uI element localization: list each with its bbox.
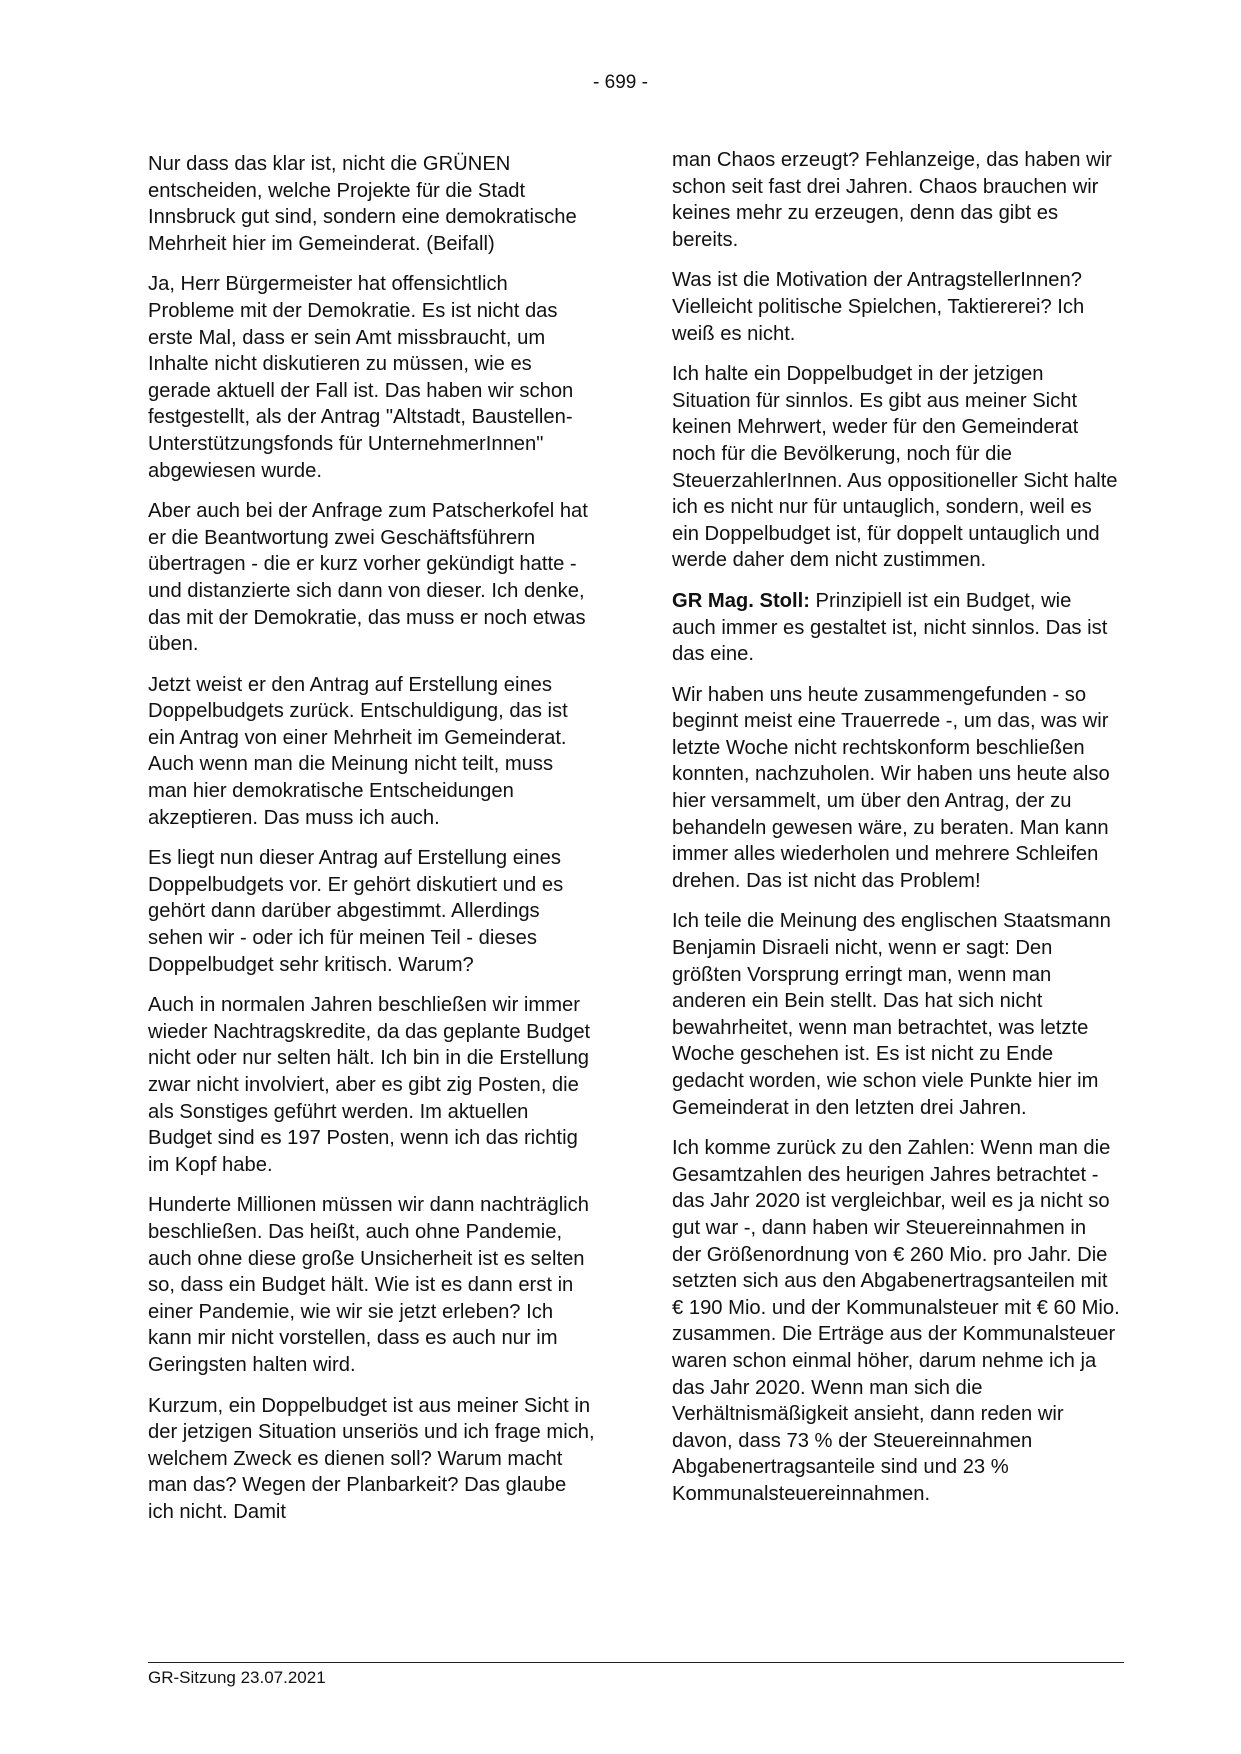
paragraph: Ich halte ein Doppelbudget in der jetzigen Situation für sinnlos. Es gibt aus meiner Sicht keinen Mehrwert, weder für den Gemeinderat noch für die Bevölkerung, noch für die SteuerzahlerInnen. Aus oppositioneller Sicht halte ich es nicht nur für untauglich, sondern, weil es ein Doppelbudget ist, für doppelt untauglich und werde daher dem nicht zustimmen. xyxy=(672,363,1118,572)
left-column xyxy=(148,151,596,1540)
paragraph: man Chaos erzeugt? Fehlanzeige, das haben wir schon seit fast drei Jahren. Chaos brauchen wir keines mehr zu erzeugen, denn das gibt es bereits. xyxy=(672,149,1112,251)
paragraph: Was ist die Motivation der AntragstellerInnen? Vielleicht politische Spielchen, Taktiererei? Ich weiß es nicht. xyxy=(672,269,1085,345)
paragraph: Hunderte Millionen müssen wir dann nachträglich beschließen. Das heißt, auch ohne Pandemie, auch ohne diese große Unsicherheit ist es selten so, dass ein Budget hält. Wie ist es dann erst in einer Pandemie, wie wir sie jetzt erleben? Ich kann mir nicht vorstellen, dass es auch nur im Geringsten halten wird. xyxy=(148,1194,589,1376)
paragraph: Jetzt weist er den Antrag auf Erstellung eines Doppelbudgets zurück. Entschuldigung, das ist ein Antrag von einer Mehrheit im Gemeinderat. Auch wenn man die Meinung nicht teilt, muss man hier demokratische Entscheidungen akzeptieren. Das muss ich auch. xyxy=(148,673,568,829)
paragraph: Auch in normalen Jahren beschließen wir immer wieder Nachtragskredite, da das geplante Budget nicht oder nur selten hält. Ich bin in die Erstellung zwar nicht involviert, aber es gibt zig Posten, die als Sonstiges geführt werden. Im aktuellen Budget sind es 197 Posten, wenn ich das richtig im Kopf habe. xyxy=(148,994,591,1176)
paragraph: Ja, Herr Bürgermeister hat offensichtlich Probleme mit der Demokratie. Es ist nicht das erste Mal, dass er sein Amt missbraucht, um Inhalte nicht diskutieren zu müssen, wie es gerade aktuell der Fall ist. Das haben wir schon festgestellt, als der Antrag "Altstadt, Baustellen-Unterstützungsfonds für UnternehmerInnen" abgewiesen wurde. xyxy=(148,273,574,482)
footer-session-date: GR-Sitzung 23.07.2021 xyxy=(148,1668,326,1687)
paragraph: Es liegt nun dieser Antrag auf Erstellung eines Doppelbudgets vor. Er gehört diskutiert und es gehört dann darüber abgestimmt. Allerdings sehen wir - oder ich für meinen Teil - dieses Doppelbudget sehr kritisch. Warum? xyxy=(148,847,564,976)
paragraph: Wir haben uns heute zusammengefunden - so beginnt meist eine Trauerrede -, um das, was wir letzte Woche nicht rechtskonform beschließen konnten, nachzuholen. Wir haben uns heute also hier versammelt, um über den Antrag, der zu behandeln gewesen wäre, zu beraten. Man kann immer alles wiederholen und mehrere Schleifen drehen. Das ist nicht das Problem! xyxy=(672,683,1110,892)
paragraph: Nur dass das klar ist, nicht die GRÜNEN entscheiden, welche Projekte für die Stadt Innsbruck gut sind, sondern eine demokratische Mehrheit hier im Gemeinderat. (Beifall) xyxy=(148,153,577,255)
footer-divider xyxy=(148,1662,1124,1663)
paragraph: Aber auch bei der Anfrage zum Patscherkofel hat er die Beantwortung zwei Geschäftsführern übertragen - die er kurz vorher gekündigt hatte - und distanzierte sich dann von dieser. Ich denke, das mit der Demokratie, das muss er noch etwas üben. xyxy=(148,500,588,656)
paragraph: Ich teile die Meinung des englischen Staatsmann Benjamin Disraeli nicht, wenn er sagt: Den größten Vorsprung erringt man, wenn man anderen ein Bein stellt. Das hat sich nicht bewahrheitet, wenn man betrachtet, was letzte Woche geschehen ist. Es ist nicht zu Ende gedacht worden, wie schon viele Punkte hier im Gemeinderat in den letzten drei Jahren. xyxy=(672,910,1111,1119)
speaker-text: Prinzipiell ist ein Budget, wie auch immer es gestaltet ist, nicht sinnlos. Das ist das eine. xyxy=(672,589,1108,666)
paragraph: Ich komme zurück zu den Zahlen: Wenn man die Gesamtzahlen des heurigen Jahres betrachtet - das Jahr 2020 ist vergleichbar, weil es ja nicht so gut war -, dann haben wir Steuereinnahmen in der Größenordnung von € 260 Mio. pro Jahr. Die setzten sich aus den Abgabenertragsanteilen mit € 190 Mio. und der Kommunalsteuer mit € 60 Mio. zusammen. Die Erträge aus der Kommunalsteuer waren schon einmal höher, darum nehme ich ja das Jahr 2020. Wenn man sich die Verhältnismäßigkeit ansieht, dann reden wir davon, dass 73 % der Steuereinnahmen Abgabenertragsanteile sind und 23 % Kommunalsteuereinnahmen. xyxy=(672,1137,1120,1505)
page-number: - 699 - xyxy=(593,72,648,93)
speaker-paragraph xyxy=(672,588,1120,668)
speaker-name: GR Mag. Stoll: xyxy=(672,589,810,612)
paragraph: Kurzum, ein Doppelbudget ist aus meiner Sicht in der jetzigen Situation unseriös und ich frage mich, welchem Zweck es dienen soll? Warum macht man das? Wegen der Planbarkeit? Das glaube ich nicht. Damit xyxy=(148,1394,595,1523)
right-column xyxy=(672,147,1120,1522)
